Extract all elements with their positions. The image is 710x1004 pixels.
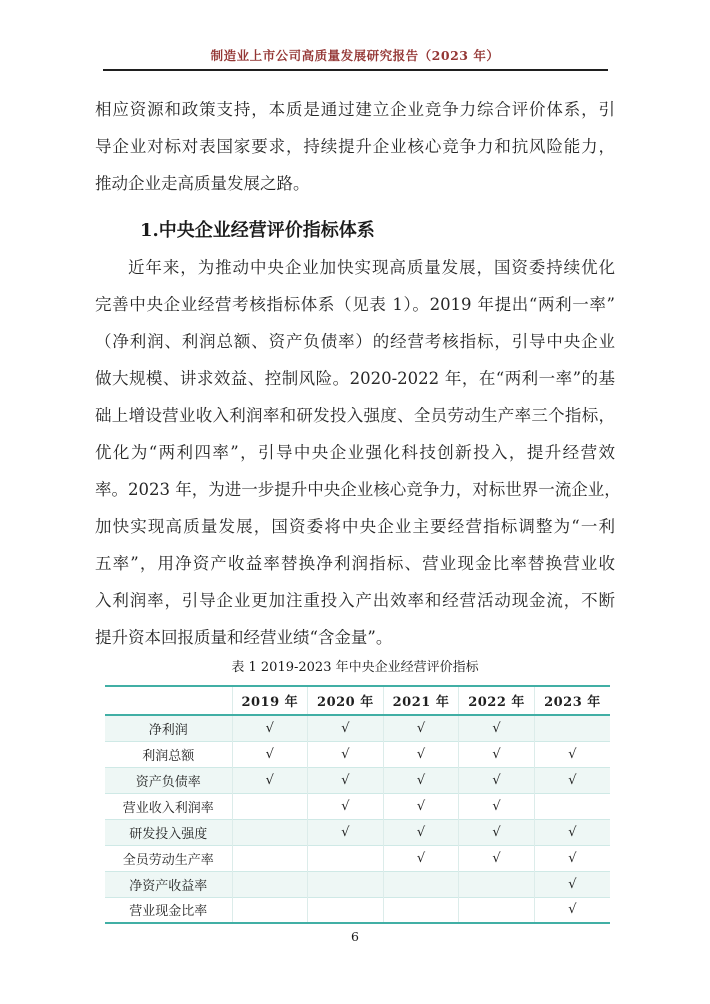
- paragraph-line: 导企业对标对表国家要求，持续提升企业核心竞争力和抗风险能力，: [95, 137, 615, 156]
- empty-cell: [383, 871, 459, 897]
- check-cell: √: [308, 741, 384, 767]
- empty-cell: [383, 897, 459, 923]
- check-cell: √: [232, 767, 308, 793]
- year-header-cell: 2022 年: [459, 686, 535, 715]
- empty-cell: [232, 871, 308, 897]
- check-cell: √: [232, 715, 308, 741]
- table-row: [105, 715, 610, 741]
- page-number: 6: [351, 929, 359, 944]
- check-cell: √: [459, 845, 535, 871]
- indicator-label-cell: 全员劳动生产率: [122, 852, 214, 868]
- year-header-cell: 2020 年: [308, 686, 384, 715]
- paragraph-line: 完善中央企业经营考核指标体系（见表 1）。2019 年提出“两利一率”: [95, 295, 615, 314]
- year-header-cell: 2021 年: [383, 686, 459, 715]
- check-cell: √: [534, 819, 610, 845]
- check-cell: √: [308, 793, 384, 819]
- check-cell: √: [459, 715, 535, 741]
- empty-cell: [308, 845, 384, 871]
- table-row: [105, 897, 610, 923]
- check-cell: √: [534, 897, 610, 923]
- check-cell: √: [383, 819, 459, 845]
- indicator-label-cell: 净资产收益率: [129, 878, 208, 894]
- check-cell: √: [534, 845, 610, 871]
- table-row: [105, 819, 610, 845]
- header-rule: [103, 69, 608, 71]
- empty-cell: [459, 871, 535, 897]
- paragraph-line: 做大规模、讲求效益、控制风险。2020-2022 年，在“两利一率”的基: [95, 369, 615, 388]
- table-row: [105, 741, 610, 767]
- check-cell: √: [308, 767, 384, 793]
- evaluation-indicators-table: [105, 685, 610, 924]
- paragraph-line: 加快实现高质量发展，国资委将中央企业主要经营指标调整为“一利: [95, 517, 615, 536]
- paragraph-line: 入利润率，引导企业更加注重投入产出效率和经营活动现金流，不断: [95, 591, 615, 610]
- check-cell: √: [383, 845, 459, 871]
- running-header-title: 制造业上市公司高质量发展研究报告（2023 年）: [210, 48, 500, 63]
- paragraph-line: 推动企业走高质量发展之路。: [95, 174, 310, 193]
- empty-corner-cell: [105, 686, 232, 715]
- check-cell: √: [459, 819, 535, 845]
- empty-cell: [459, 897, 535, 923]
- check-cell: √: [459, 793, 535, 819]
- paragraph-line: 率。2023 年，为进一步提升中央企业核心竞争力，对标世界一流企业，: [95, 480, 621, 499]
- paragraph-line: 近年来，为推动中央企业加快实现高质量发展，国资委持续优化: [128, 258, 615, 277]
- indicator-label-cell: 研发投入强度: [129, 826, 208, 842]
- table-row: [105, 793, 610, 819]
- body-paragraph: [95, 249, 621, 656]
- paragraph-line: 础上增设营业收入利润率和研发投入强度、全员劳动生产率三个指标，: [95, 406, 615, 425]
- empty-cell: [232, 819, 308, 845]
- indicator-label-cell: 利润总额: [142, 748, 195, 764]
- indicator-label-cell: 资产负债率: [135, 774, 201, 790]
- year-header-cell: 2019 年: [232, 686, 308, 715]
- paragraph-line: 提升资本回报质量和经营业绩“含金量”。: [95, 628, 393, 647]
- year-header-cell: 2023 年: [534, 686, 610, 715]
- empty-cell: [534, 793, 610, 819]
- check-cell: √: [308, 715, 384, 741]
- table-header-row: [105, 686, 610, 715]
- check-cell: √: [383, 767, 459, 793]
- indicator-label-cell: 净利润: [148, 722, 188, 738]
- table-row: [105, 767, 610, 793]
- empty-cell: [232, 897, 308, 923]
- section-heading: 1.中央企业经营评价指标体系: [140, 220, 375, 241]
- table-row: [105, 845, 610, 871]
- check-cell: √: [383, 715, 459, 741]
- empty-cell: [308, 871, 384, 897]
- check-cell: √: [383, 741, 459, 767]
- body-paragraph-continuation: [95, 91, 615, 202]
- paragraph-line: 五率”，用净资产收益率替换净利润指标、营业现金比率替换营业收: [95, 554, 615, 573]
- table-caption: 表 1 2019-2023 年中央企业经营评价指标: [231, 660, 479, 675]
- check-cell: √: [232, 741, 308, 767]
- paragraph-line: 相应资源和政策支持，本质是通过建立企业竞争力综合评价体系，引: [95, 100, 615, 119]
- check-cell: √: [308, 819, 384, 845]
- paragraph-line: 优化为“两利四率”，引导中央企业强化科技创新投入，提升经营效: [95, 443, 615, 462]
- table-row: [105, 871, 610, 897]
- check-cell: √: [534, 871, 610, 897]
- indicator-label-cell: 营业现金比率: [129, 904, 208, 920]
- check-cell: √: [534, 767, 610, 793]
- empty-cell: [232, 793, 308, 819]
- indicator-label-cell: 营业收入利润率: [122, 800, 214, 816]
- check-cell: √: [383, 793, 459, 819]
- paragraph-line: （净利润、利润总额、资产负债率）的经营考核指标，引导中央企业: [95, 332, 615, 351]
- empty-cell: [534, 715, 610, 741]
- check-cell: √: [459, 767, 535, 793]
- empty-cell: [232, 845, 308, 871]
- check-cell: √: [534, 741, 610, 767]
- check-cell: √: [459, 741, 535, 767]
- empty-cell: [308, 897, 384, 923]
